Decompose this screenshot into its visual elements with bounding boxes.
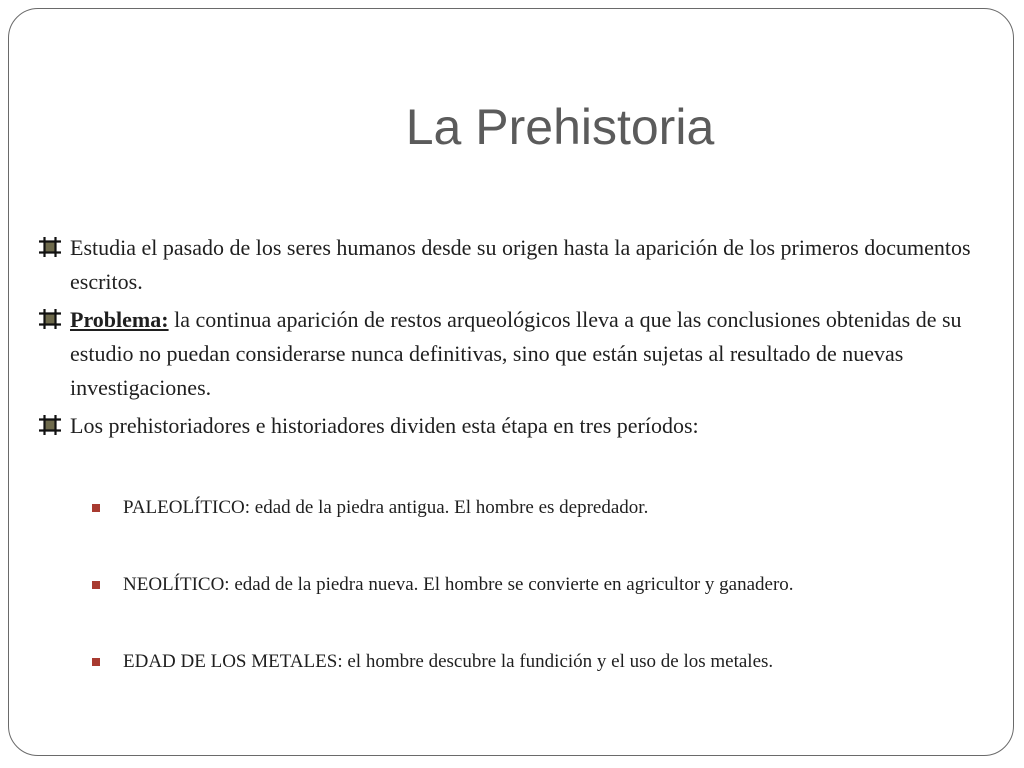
slide-frame [8,8,1014,756]
hash-bullet-icon [39,415,61,435]
main-bullet-list [37,231,997,447]
slide-title: La Prehistoria [405,99,715,155]
period-item-edad-metales [91,647,991,677]
square-bullet-icon [92,581,100,589]
bullet-text: la continua aparición de restos arqueológicos lleva a que las conclusiones obtenidas de su estudio no puedan considerarse nunca definitivas, sino que están sujetas al resultado de nuevas investigaciones. [70,307,962,400]
bullet-lead: Problema: [70,307,169,332]
hash-bullet-icon [39,237,61,257]
bullet-text: Los prehistoriadores e historiadores dividen esta étapa en tres períodos: [70,413,699,438]
period-item-neolitico [91,570,991,600]
bullet-text: Estudia el pasado de los seres humanos desde su origen hasta la aparición de los primeros documentos escritos. [70,235,971,294]
period-item-paleolitico [91,493,991,523]
period-text: EDAD DE LOS METALES: el hombre descubre la fundición y el uso de los metales. [123,651,774,672]
bullet-item [37,409,997,443]
square-bullet-icon [92,504,100,512]
period-text: PALEOLÍTICO: edad de la piedra antigua. El hombre es depredador. [123,497,649,518]
bullet-item [37,231,997,299]
bullet-item [37,303,997,405]
hash-bullet-icon [39,309,61,329]
periods-list [91,493,991,724]
square-bullet-icon [92,658,100,666]
period-text: NEOLÍTICO: edad de la piedra nueva. El hombre se convierte en agricultor y ganadero. [123,574,794,595]
